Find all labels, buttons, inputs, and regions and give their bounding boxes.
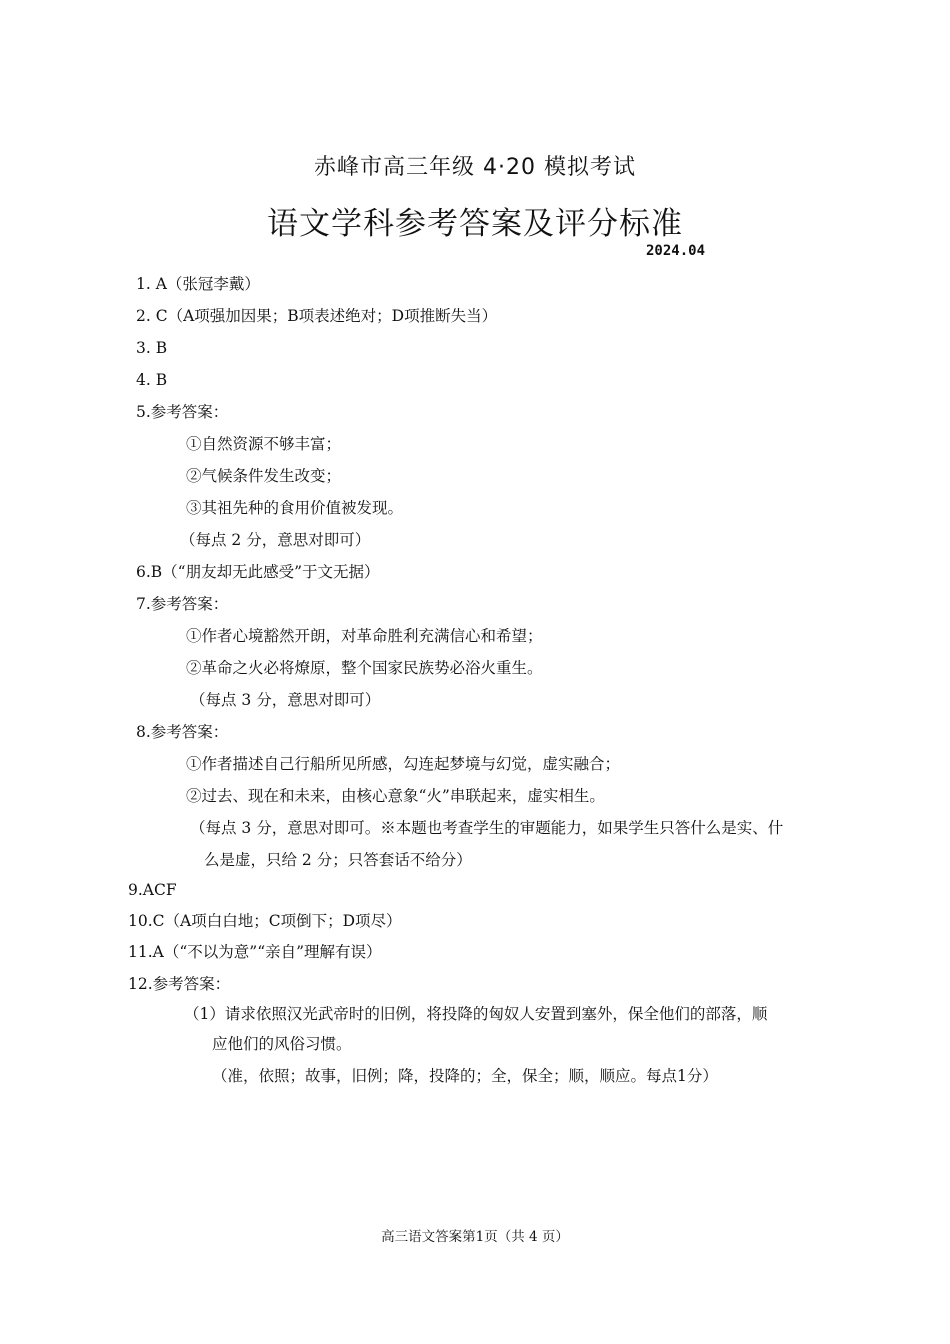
answer-q5-point-2: ②气候条件发生改变； (186, 467, 342, 485)
answer-q8-scoring-note-line-1: （每点 3 分，意思对即可。※本题也考查学生的审题能力，如果学生只答什么是实、什 (190, 819, 784, 837)
answer-q12-part1-line-2: 应他们的风俗习惯。 (212, 1035, 352, 1053)
answer-q2: 2. C（A项强加因果；B项表述绝对；D项推断失当） (136, 307, 498, 325)
answer-q12-part1-scoring-note: （准，依照；故事，旧例；降，投降的；全，保全；顺，顺应。每点1分） (212, 1067, 718, 1085)
answer-q11: 11.A（“不以为意”“亲自”理解有误） (128, 943, 382, 961)
answer-q8-point-1: ①作者描述自己行船所见所感，勾连起梦境与幻觉，虚实融合； (186, 755, 621, 773)
answer-q5-point-1: ①自然资源不够丰富； (186, 435, 342, 453)
answer-q10: 10.C（A项白白地；C项倒下；D项尽） (128, 912, 402, 930)
answer-q8-heading: 8.参考答案： (136, 723, 229, 741)
answer-q5-point-3: ③其祖先种的食用价值被发现。 (186, 499, 404, 517)
answer-q5-heading: 5.参考答案： (136, 403, 229, 421)
answer-q7-point-2: ②革命之火必将燎原，整个国家民族势必浴火重生。 (186, 659, 543, 677)
answer-q1: 1. A（张冠李戴） (136, 275, 260, 293)
answer-q7-heading: 7.参考答案： (136, 595, 229, 613)
answer-q8-scoring-note-line-2: 么是虚，只给 2 分；只答套话不给分） (204, 851, 472, 869)
page-footer: 高三语文答案第1页（共 4 页） (381, 1229, 569, 1245)
answer-q8-point-2: ②过去、现在和未来，由核心意象“火”串联起来，虚实相生。 (186, 787, 605, 805)
answer-q3: 3. B (136, 339, 168, 357)
document-date: 2024.04 (646, 243, 706, 259)
answer-q12-heading: 12.参考答案： (128, 975, 231, 993)
answer-q5-scoring-note: （每点 2 分，意思对即可） (180, 531, 371, 549)
answer-q7-point-1: ①作者心境豁然开朗，对革命胜利充满信心和希望； (186, 627, 543, 645)
document-title: 语文学科参考答案及评分标准 (267, 206, 683, 242)
answer-q7-scoring-note: （每点 3 分，意思对即可） (190, 691, 381, 709)
answer-q6: 6.B（“朋友却无此感受”于文无据） (136, 563, 380, 581)
exam-title: 赤峰市高三年级 4·20 模拟考试 (314, 155, 636, 180)
answer-q4: 4. B (136, 371, 168, 389)
answer-q12-part1-line-1: （1）请求依照汉光武帝时的旧例，将投降的匈奴人安置到塞外，保全他们的部落，顺 (184, 1005, 768, 1023)
answer-q9: 9.ACF (128, 881, 177, 899)
